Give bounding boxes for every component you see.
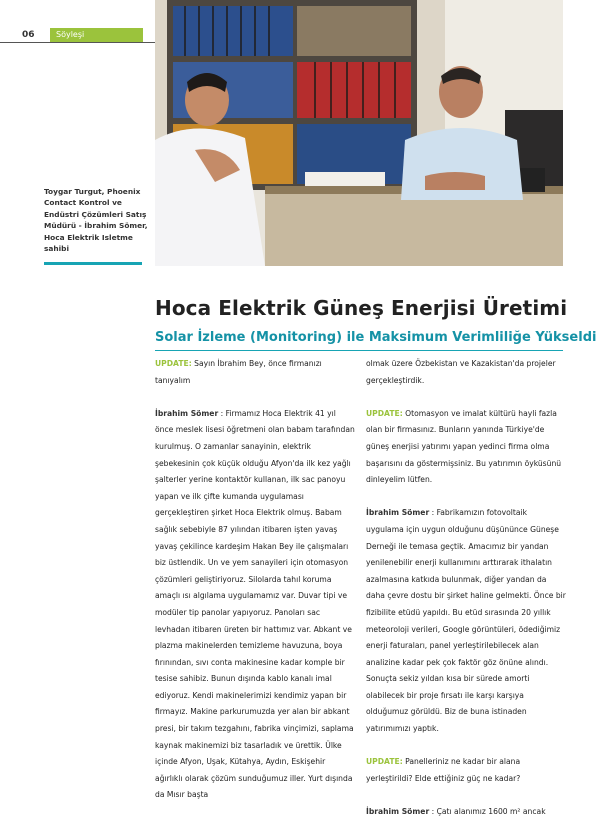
interview-photo — [155, 0, 563, 266]
paragraph — [366, 356, 566, 389]
question-text: Sayın İbrahim Bey, önce firmanızı tanıyalım — [155, 359, 322, 385]
section-tag: Söyleşi — [50, 28, 143, 42]
paragraph — [366, 754, 566, 787]
left-column — [155, 356, 355, 821]
answer-text: olmak üzere Özbekistan ve Kazakistan'da projeler gerçekleştirdik. — [366, 359, 556, 385]
question-text: Otomasyon ve imalat kültürü hayli fazla olan bir firmasınız. Bunların yanında Türkiye'de güneş enerjisi yatırımı yapan yedinci firma olma başarısını da göstermişsiniz. Bu yatırımın öyküsünü dinleyelim lütfen. — [366, 408, 562, 485]
header-rule — [0, 42, 155, 43]
update-label: UPDATE: — [366, 757, 403, 767]
speaker-label: İbrahim Sömer — [366, 508, 430, 518]
paragraph — [366, 406, 566, 489]
answer-text: : Çatı alanımız 1600 m² ancak — [431, 807, 546, 817]
speaker-label: İbrahim Sömer — [155, 408, 219, 418]
paragraph — [155, 356, 355, 389]
answer-text: : Firmamız Hoca Elektrik 41 yıl önce meslek lisesi öğretmeni olan babam tarafından kurulmuş. O zamanlar sanayinin, elektrik şebekesinin çok küçük olduğu Afyon'da ilk kez yağlı şalterler yerine kontaktör kullanan, ilk sac panoyu yapan ve ilk çifte kumanda uygulaması gerçekleştiren şirket Hoca Elektrik olmuş. Babam sağlık sebebiyle 87 yılından itibaren işten yavaş yavaş çekilince kardeşim Hakan Bey ile çalışmaları biz üstlendik. Un ve yem sanayileri için otomasyon çözümleri geliştiriyoruz. Silolarda tahıl koruma amaçlı ısı algılama uygulamamız var. Duvar tipi ve modüler tip panolar yapıyoruz. Panoları sac levhadan itibaren üreten bir hattımız var. Abkant ve plazma makinelerden temizleme havuzuna, boya fırınından, sıvı conta makinesine kadar komple bir tesise sahibiz. Bunun dışında kablo kanalı imal ediyoruz. Kendi makinelerimizi kendimiz yapan bir firmayız. Makine parkurumuzda yer alan bir abkant presi, bir takım tezgahını, fabrika vinçimizi, saplama kaynak makinemizi biz tasarladık ve ürettik. Ülke içinde Afyon, Uşak, Kütahya, Aydın, Eskişehir ağırlıklı olarak çözüm sunduğumuz iller. Yurt dışında da Mısır başta — [155, 408, 355, 800]
update-label: UPDATE: — [155, 359, 192, 368]
paragraph — [155, 406, 355, 804]
paragraph — [366, 804, 566, 821]
subtitle-rule — [155, 350, 563, 351]
page-number: 06 — [22, 30, 35, 40]
article-subtitle: Solar İzleme (Monitoring) ile Maksimum Verimliliğe Yükseldi — [155, 330, 597, 345]
caption-rule — [44, 262, 142, 265]
article-title: Hoca Elektrik Güneş Enerjisi Üretimi — [155, 296, 568, 320]
update-label: UPDATE: — [366, 408, 403, 418]
paragraph — [366, 505, 566, 737]
question-text: Panelleriniz ne kadar bir alana yerleştirildi? Elde ettiğiniz güç ne kadar? — [366, 757, 521, 783]
right-column — [366, 356, 566, 837]
speaker-label: İbrahim Sömer — [366, 807, 430, 817]
photo-caption: Toygar Turgut, Phoenix Contact Kontrol ve Endüstri Çözümleri Satış Müdürü - İbrahim Sömer, Hoca Elektrik Isletme sahibi — [44, 187, 148, 254]
answer-text: : Fabrikamızın fotovoltaik uygulama için uygun olduğunu düşününce Güneşe Derneği ile temasa geçtik. Amacımız bir yandan yenilenebilir enerji kullanımını arttırarak ithalatın azalmasına katkıda bulunmak, diğer yandan da daha çevre dostu bir şirket haline gelmekti. Önce bir fizibilite etüdü yapıldı. Bu etüd sırasında 20 yıllık meteoroloji verileri, Google görüntüleri, ödediğimiz enerji faturaları, panel yerleştirilebilecek alan analizine kadar pek çok faktör göz önüne alındı. Sonuçta sekiz yıldan kısa bir sürede amorti olabilecek bir proje fırsatı ile karşı karşıya olduğumuz görüldü. Biz de buna istinaden yatırımımızı yaptık. — [366, 508, 566, 734]
